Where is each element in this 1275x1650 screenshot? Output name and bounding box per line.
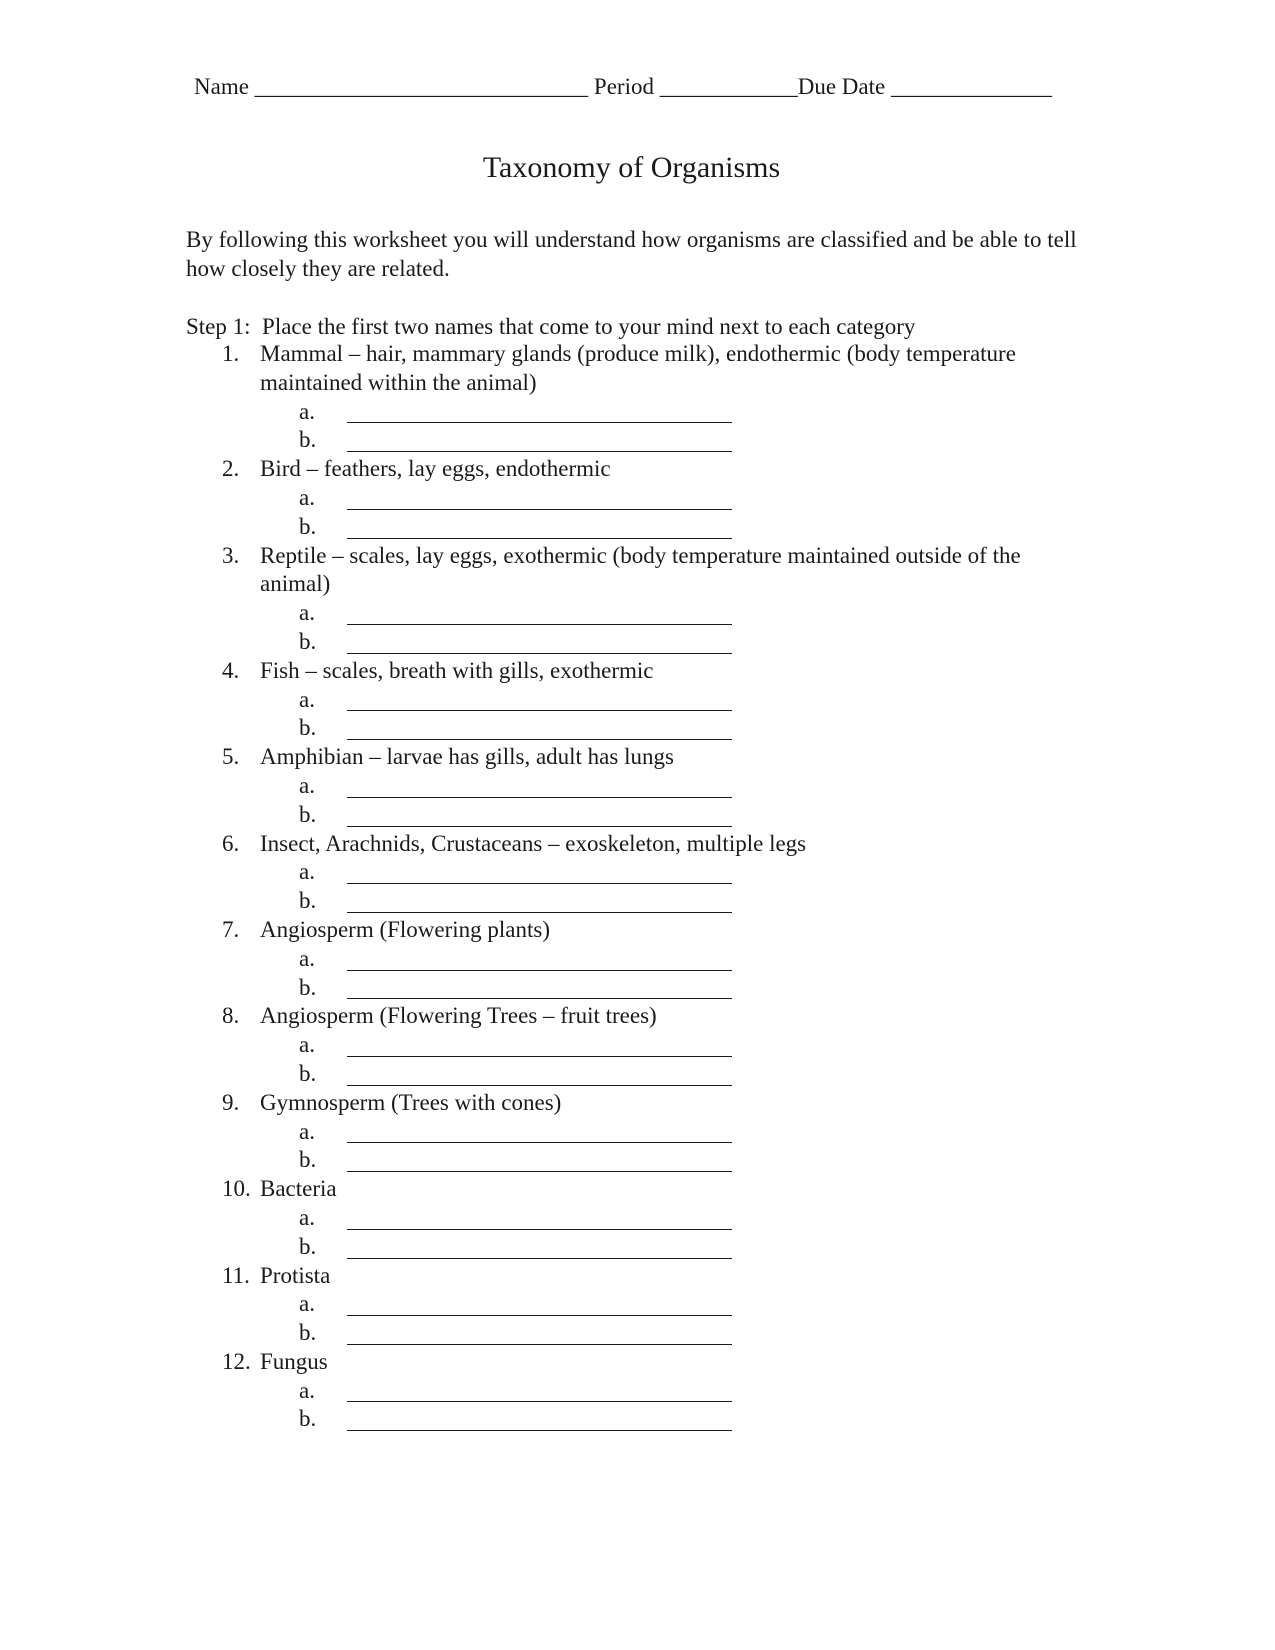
answer-row-b	[186, 1405, 1086, 1434]
answer-row-b	[186, 1233, 1086, 1262]
category-text: Bacteria	[260, 1176, 337, 1202]
answer-row-a	[186, 1031, 1086, 1060]
answer-letter: b.	[299, 427, 317, 453]
category-item	[186, 455, 1086, 541]
answer-letter: a.	[299, 772, 315, 798]
answer-row-a	[186, 1290, 1086, 1319]
answer-row-b	[186, 1319, 1086, 1348]
answer-blank-line[interactable]	[347, 688, 732, 711]
answer-blank-line[interactable]	[347, 400, 732, 423]
answer-row-a	[186, 1118, 1086, 1147]
answer-blank-line[interactable]	[347, 890, 732, 913]
category-item	[186, 1175, 1086, 1261]
category-item	[186, 1089, 1086, 1175]
category-number: 12.	[222, 1348, 251, 1374]
category-number: 1.	[222, 341, 240, 366]
category-item	[186, 1348, 1086, 1434]
answer-blank-line[interactable]	[347, 1322, 732, 1345]
answer-blank-line[interactable]	[347, 717, 732, 740]
answer-letter: b.	[299, 801, 317, 827]
answer-row-b	[186, 426, 1086, 455]
category-text: Mammal – hair, mammary glands (produce milk), endothermic (body temperature maintained within the animal)	[260, 341, 1016, 395]
answer-letter: a.	[299, 1204, 315, 1230]
answer-blank-line[interactable]	[347, 1149, 732, 1172]
answer-row-b	[186, 887, 1086, 916]
answer-row-a	[186, 945, 1086, 974]
answer-blank-line[interactable]	[347, 1034, 732, 1057]
category-number: 6.	[222, 830, 240, 856]
step-1-instruction: Step 1: Place the first two names that come to your mind next to each category	[186, 314, 916, 339]
category-number: 10.	[222, 1176, 251, 1202]
answer-blank-line[interactable]	[347, 487, 732, 510]
answer-letter: a.	[299, 1377, 315, 1403]
category-item	[186, 830, 1086, 916]
answer-row-a	[186, 772, 1086, 801]
answer-blank-line[interactable]	[347, 602, 732, 625]
header-name-period-due: Name _____________________________ Period ____________Due Date ______________	[194, 74, 1052, 99]
answer-letter: a.	[299, 859, 315, 885]
category-text: Fungus	[260, 1348, 328, 1374]
answer-blank-line[interactable]	[347, 804, 732, 827]
answer-blank-line[interactable]	[347, 631, 732, 654]
answer-blank-line[interactable]	[347, 948, 732, 971]
answer-letter: b.	[299, 1406, 317, 1432]
category-item	[186, 542, 1086, 657]
category-text: Amphibian – larvae has gills, adult has lungs	[260, 744, 674, 770]
answer-blank-line[interactable]	[347, 976, 732, 999]
intro-paragraph: By following this worksheet you will understand how organisms are classified and be able to tell how closely they are related.	[186, 227, 1077, 281]
category-text: Angiosperm (Flowering plants)	[260, 916, 551, 942]
answer-row-b	[186, 1060, 1086, 1089]
answer-letter: a.	[299, 1291, 315, 1317]
category-number: 5.	[222, 744, 240, 770]
answer-blank-line[interactable]	[347, 1379, 732, 1402]
answer-letter: b.	[299, 513, 317, 539]
answer-letter: b.	[299, 1060, 317, 1086]
answer-blank-line[interactable]	[347, 1408, 732, 1431]
answer-blank-line[interactable]	[347, 1063, 732, 1086]
answer-blank-line[interactable]	[347, 1236, 732, 1259]
answer-letter: a.	[299, 484, 315, 510]
answer-row-a	[186, 398, 1086, 427]
category-number: 7.	[222, 916, 240, 942]
answer-letter: b.	[299, 1320, 317, 1346]
category-text: Bird – feathers, lay eggs, endothermic	[260, 456, 611, 482]
answer-row-a	[186, 599, 1086, 628]
answer-letter: b.	[299, 888, 317, 914]
category-number: 4.	[222, 657, 240, 683]
answer-row-a	[186, 1377, 1086, 1406]
answer-letter: a.	[299, 1032, 315, 1058]
category-text: Fish – scales, breath with gills, exothermic	[260, 657, 654, 683]
category-text: Angiosperm (Flowering Trees – fruit trees)	[260, 1003, 657, 1029]
answer-row-a	[186, 1204, 1086, 1233]
answer-letter: a.	[299, 398, 315, 424]
answer-row-b	[186, 513, 1086, 542]
category-item	[186, 340, 1086, 455]
answer-blank-line[interactable]	[347, 1293, 732, 1316]
answer-row-b	[186, 714, 1086, 743]
answer-blank-line[interactable]	[347, 429, 732, 452]
category-number: 8.	[222, 1003, 240, 1029]
answer-row-b	[186, 974, 1086, 1003]
category-item	[186, 743, 1086, 829]
answer-letter: b.	[299, 715, 317, 741]
answer-row-a	[186, 858, 1086, 887]
answer-row-b	[186, 1146, 1086, 1175]
answer-letter: b.	[299, 1147, 317, 1173]
answer-blank-line[interactable]	[347, 516, 732, 539]
category-item	[186, 1002, 1086, 1088]
category-list	[186, 340, 1086, 1434]
category-item	[186, 916, 1086, 1002]
page-title: Taxonomy of Organisms	[482, 151, 781, 184]
answer-row-b	[186, 801, 1086, 830]
answer-row-a	[186, 686, 1086, 715]
answer-letter: a.	[299, 1118, 315, 1144]
category-text: Reptile – scales, lay eggs, exothermic (body temperature maintained outside of the animal)	[260, 542, 1021, 597]
answer-letter: b.	[299, 628, 317, 654]
category-text: Protista	[260, 1262, 331, 1288]
category-number: 11.	[222, 1262, 250, 1288]
answer-blank-line[interactable]	[347, 1207, 732, 1230]
category-number: 2.	[222, 456, 240, 482]
category-item	[186, 657, 1086, 743]
category-text: Insect, Arachnids, Crustaceans – exoskeleton, multiple legs	[260, 830, 807, 856]
answer-letter: b.	[299, 1233, 317, 1259]
answer-row-a	[186, 484, 1086, 513]
answer-blank-line[interactable]	[347, 861, 732, 884]
answer-blank-line[interactable]	[347, 775, 732, 798]
answer-letter: a.	[299, 945, 315, 971]
answer-blank-line[interactable]	[347, 1120, 732, 1143]
category-item	[186, 1262, 1086, 1348]
category-number: 3.	[222, 542, 240, 568]
answer-letter: a.	[299, 686, 315, 712]
category-text: Gymnosperm (Trees with cones)	[260, 1089, 562, 1115]
category-number: 9.	[222, 1089, 240, 1115]
answer-letter: a.	[299, 600, 315, 626]
answer-letter: b.	[299, 974, 317, 1000]
answer-row-b	[186, 628, 1086, 657]
